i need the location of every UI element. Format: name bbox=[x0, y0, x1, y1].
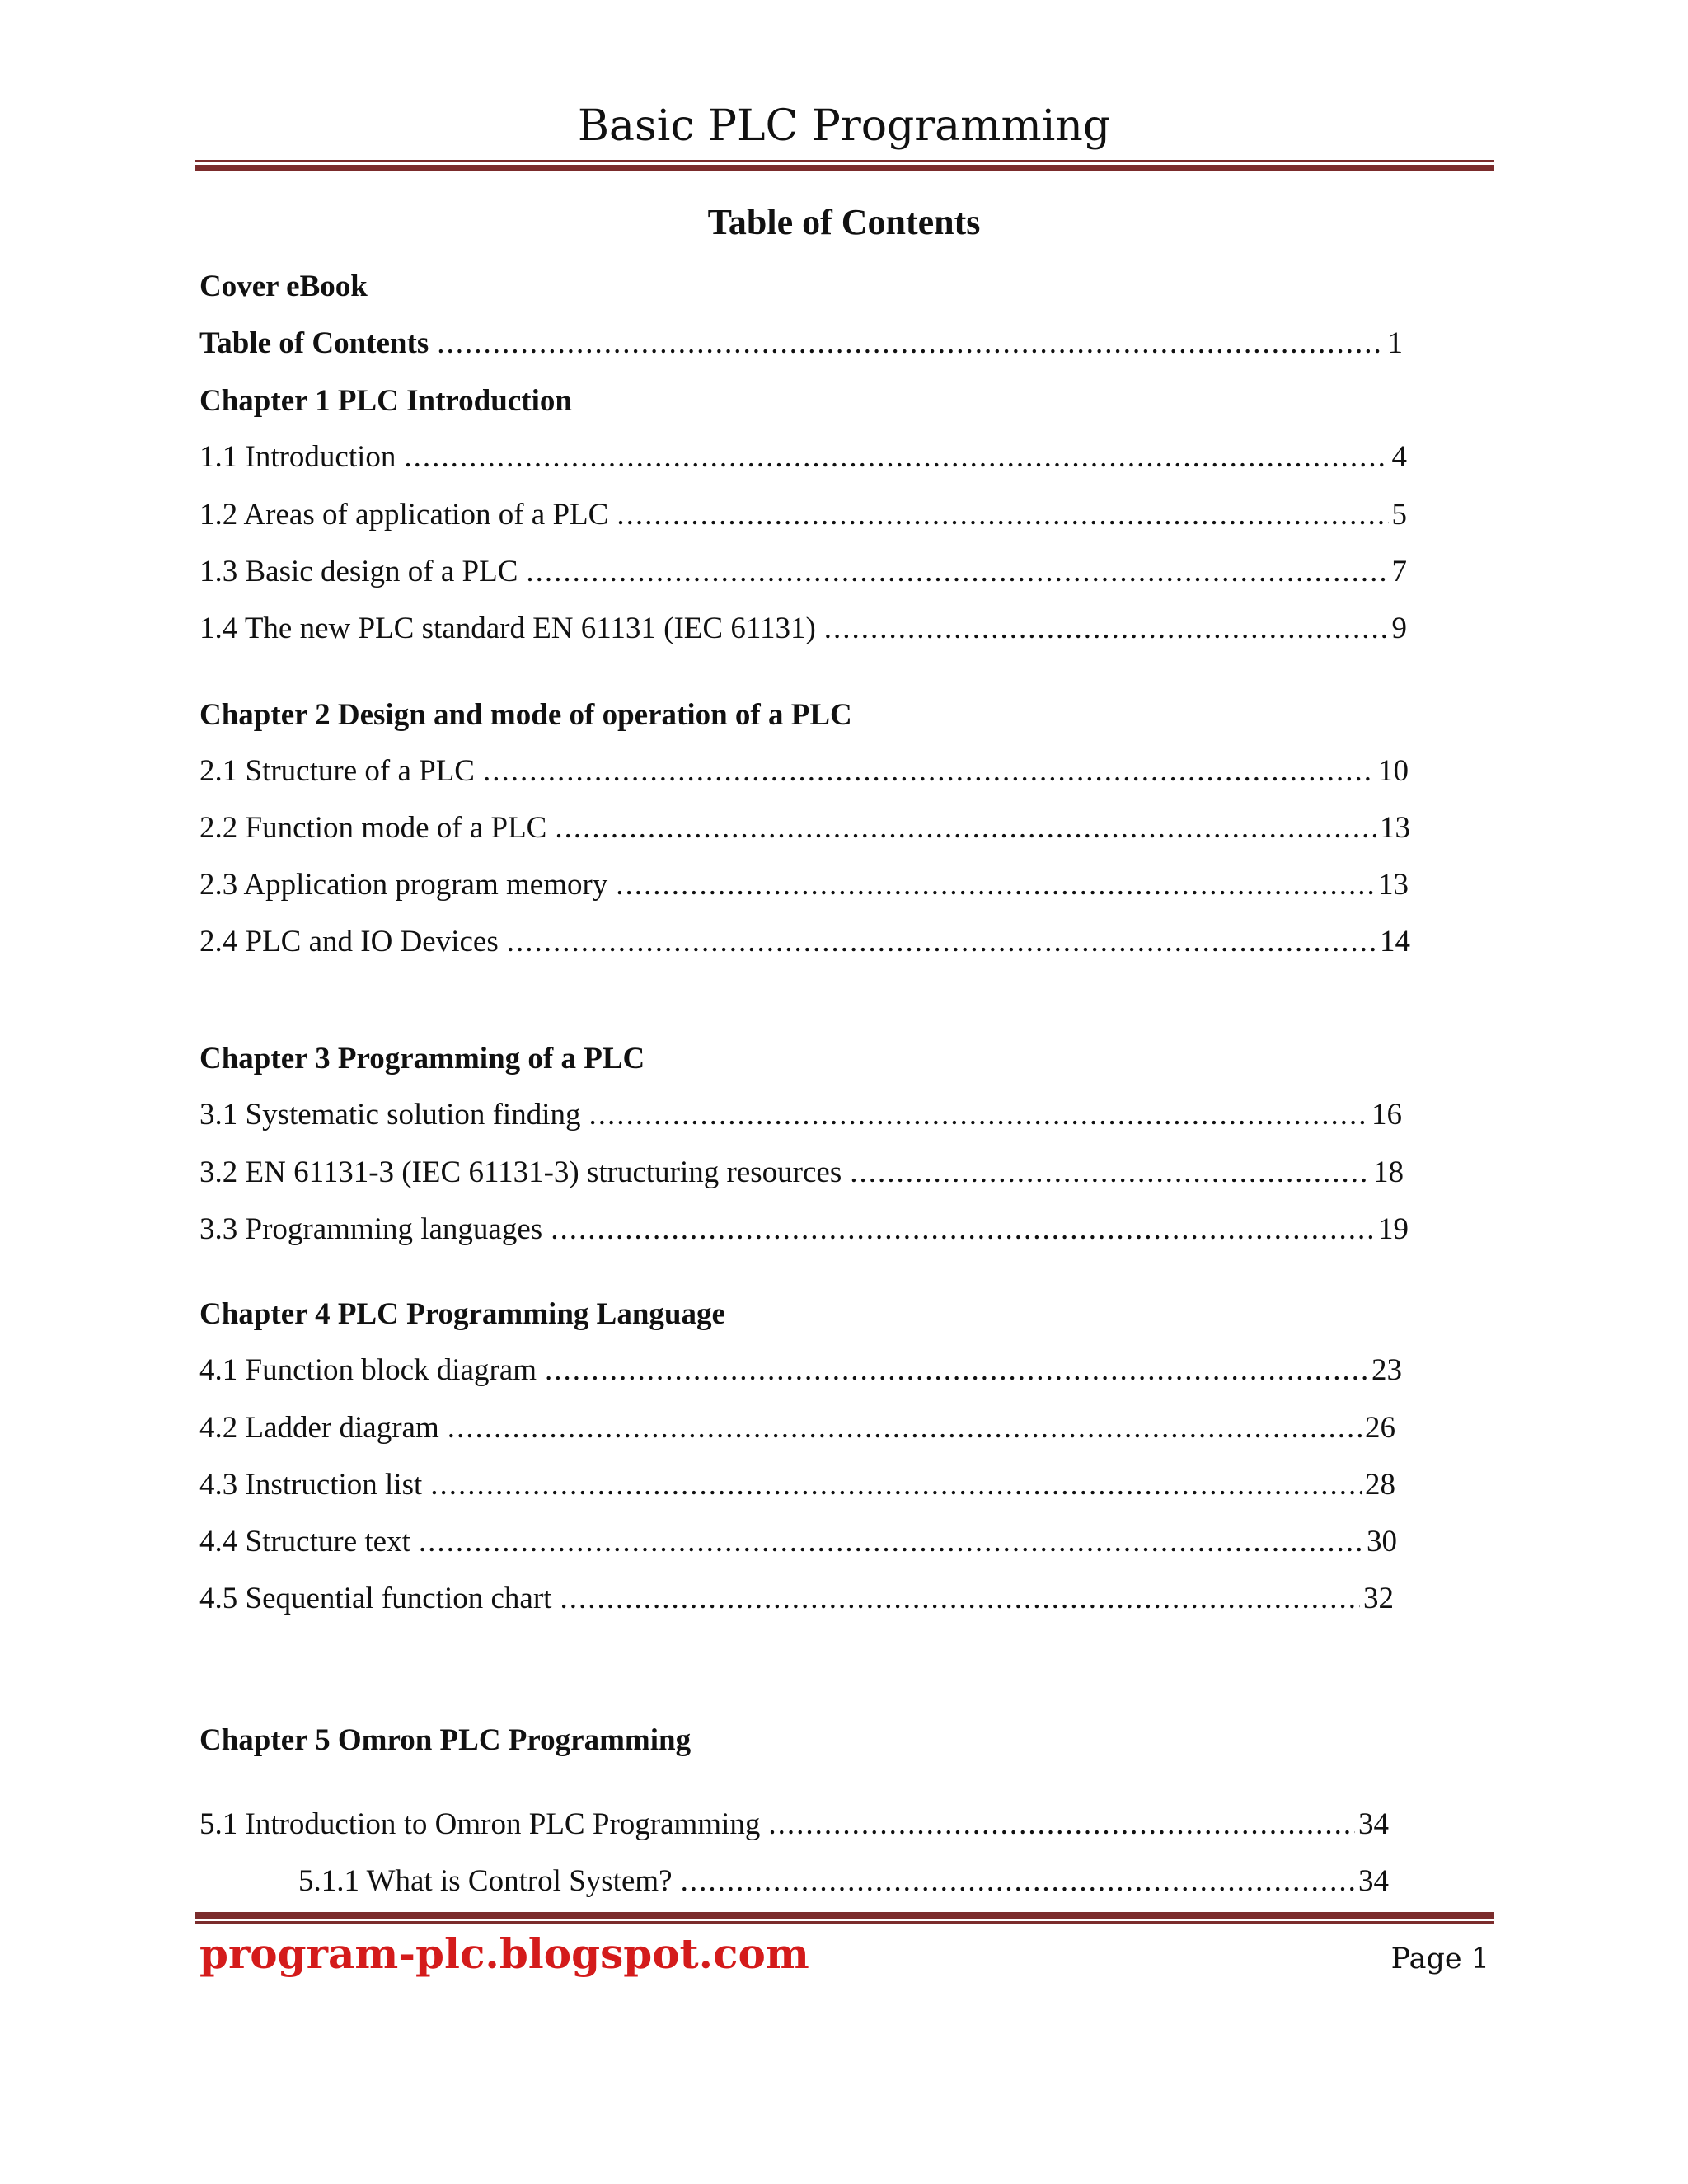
toc-chapter-heading: Chapter 4 PLC Programming Language bbox=[199, 1297, 725, 1331]
toc-chapter-heading: Chapter 3 Programming of a PLC bbox=[199, 1042, 645, 1076]
toc-entry-label: 4.4 Structure text bbox=[199, 1525, 410, 1558]
toc-entry[interactable] bbox=[199, 608, 1407, 649]
toc-entry-page-number: 18 bbox=[1373, 1155, 1404, 1189]
toc-entry-page-number: 13 bbox=[1378, 868, 1409, 902]
dot-leader bbox=[850, 1152, 1370, 1193]
dot-leader bbox=[430, 1465, 1362, 1506]
toc-entry-page-number: 1 bbox=[1387, 326, 1403, 360]
dot-leader bbox=[419, 1521, 1363, 1563]
toc-entry-label: 4.5 Sequential function chart bbox=[199, 1582, 552, 1615]
toc-entry-label: 4.1 Function block diagram bbox=[199, 1353, 537, 1387]
toc-entry[interactable] bbox=[199, 1350, 1402, 1391]
toc-chapter-heading: Cover eBook bbox=[199, 269, 368, 303]
toc-entry-label: 5.1 Introduction to Omron PLC Programming bbox=[199, 1807, 761, 1841]
toc-chapter-heading: Chapter 1 PLC Introduction bbox=[199, 384, 572, 418]
toc-entry-page-number: 9 bbox=[1391, 612, 1407, 645]
toc-entry[interactable] bbox=[199, 1804, 1389, 1845]
toc-entry[interactable] bbox=[199, 551, 1407, 593]
toc-entry-label: 4.3 Instruction list bbox=[199, 1468, 423, 1502]
toc-entry[interactable] bbox=[199, 323, 1403, 364]
running-header: Basic PLC Programming bbox=[577, 101, 1111, 151]
toc-entry-label: 1.3 Basic design of a PLC bbox=[199, 555, 518, 588]
header-rule-thin bbox=[195, 160, 1494, 162]
toc-entry-page-number: 23 bbox=[1372, 1353, 1402, 1387]
toc-entry-label: 1.1 Introduction bbox=[199, 440, 396, 474]
toc-entry-label: 2.4 PLC and IO Devices bbox=[199, 925, 499, 958]
dot-leader bbox=[404, 437, 1388, 478]
toc-entry[interactable] bbox=[199, 1465, 1395, 1506]
toc-title: Table of Contents bbox=[707, 202, 981, 242]
toc-entry-label: 3.1 Systematic solution finding bbox=[199, 1098, 581, 1132]
dot-leader bbox=[560, 1578, 1360, 1619]
toc-entry-page-number: 28 bbox=[1365, 1468, 1395, 1502]
toc-entry-label: 2.1 Structure of a PLC bbox=[199, 754, 475, 788]
toc-entry-page-number: 34 bbox=[1358, 1864, 1389, 1898]
toc-entry-page-number: 16 bbox=[1372, 1098, 1402, 1132]
dot-leader bbox=[768, 1804, 1355, 1845]
toc-entry[interactable] bbox=[199, 494, 1407, 536]
dot-leader bbox=[507, 921, 1376, 963]
dot-leader bbox=[555, 808, 1376, 849]
dot-leader bbox=[437, 323, 1384, 364]
toc-entry-page-number: 26 bbox=[1365, 1411, 1395, 1445]
toc-entry-label: 2.2 Function mode of a PLC bbox=[199, 811, 547, 845]
toc-entry-page-number: 13 bbox=[1380, 811, 1410, 845]
toc-chapter-heading: Chapter 5 Omron PLC Programming bbox=[199, 1723, 692, 1757]
toc-entry-page-number: 32 bbox=[1363, 1582, 1394, 1615]
header-rule-thick bbox=[195, 165, 1494, 171]
footer-site-link[interactable]: program-plc.blogspot.com bbox=[199, 1929, 809, 1978]
toc-entry-label: 3.3 Programming languages bbox=[199, 1212, 543, 1246]
toc-entry[interactable] bbox=[199, 1209, 1409, 1250]
dot-leader bbox=[617, 494, 1388, 536]
toc-entry-label: Table of Contents bbox=[199, 326, 429, 360]
footer-rule-thick bbox=[195, 1912, 1494, 1919]
dot-leader bbox=[824, 608, 1389, 649]
toc-entry-page-number: 5 bbox=[1391, 498, 1407, 532]
dot-leader bbox=[681, 1861, 1355, 1902]
toc-entry[interactable] bbox=[199, 751, 1409, 792]
dot-leader bbox=[483, 751, 1375, 792]
toc-entry[interactable] bbox=[199, 1152, 1404, 1193]
toc-entry-page-number: 4 bbox=[1391, 440, 1407, 474]
toc-entry-label: 4.2 Ladder diagram bbox=[199, 1411, 439, 1445]
dot-leader bbox=[448, 1408, 1362, 1449]
toc-entry[interactable] bbox=[199, 865, 1409, 906]
toc-entry[interactable] bbox=[199, 1094, 1402, 1136]
toc-chapter-heading: Chapter 2 Design and mode of operation of a PLC bbox=[199, 698, 852, 732]
dot-leader bbox=[526, 551, 1388, 593]
toc-entry-label: 1.4 The new PLC standard EN 61131 (IEC 61131) bbox=[199, 612, 816, 645]
page-number: Page 1 bbox=[1390, 1943, 1489, 1975]
toc-entry[interactable] bbox=[199, 921, 1410, 963]
toc-entry[interactable] bbox=[199, 1408, 1395, 1449]
toc-entry[interactable] bbox=[199, 1578, 1394, 1619]
toc-entry-page-number: 19 bbox=[1378, 1212, 1409, 1246]
dot-leader bbox=[616, 865, 1375, 906]
toc-entry-label: 3.2 EN 61131-3 (IEC 61131-3) structuring resources bbox=[199, 1155, 842, 1189]
dot-leader bbox=[551, 1209, 1375, 1250]
toc-entry[interactable] bbox=[199, 808, 1410, 849]
toc-entry[interactable] bbox=[199, 1521, 1397, 1563]
footer-rule-thin bbox=[195, 1921, 1494, 1924]
toc-entry[interactable] bbox=[199, 437, 1407, 478]
toc-entry-page-number: 7 bbox=[1391, 555, 1407, 588]
toc-entry-page-number: 34 bbox=[1358, 1807, 1389, 1841]
toc-entry-label: 5.1.1 What is Control System? bbox=[298, 1864, 673, 1898]
toc-entry-page-number: 10 bbox=[1378, 754, 1409, 788]
dot-leader bbox=[588, 1094, 1368, 1136]
toc-entry-page-number: 30 bbox=[1367, 1525, 1397, 1558]
toc-entry-page-number: 14 bbox=[1380, 925, 1410, 958]
dot-leader bbox=[545, 1350, 1368, 1391]
toc-entry-label: 2.3 Application program memory bbox=[199, 868, 608, 902]
toc-entry-label: 1.2 Areas of application of a PLC bbox=[199, 498, 609, 532]
toc-entry[interactable] bbox=[298, 1861, 1389, 1902]
